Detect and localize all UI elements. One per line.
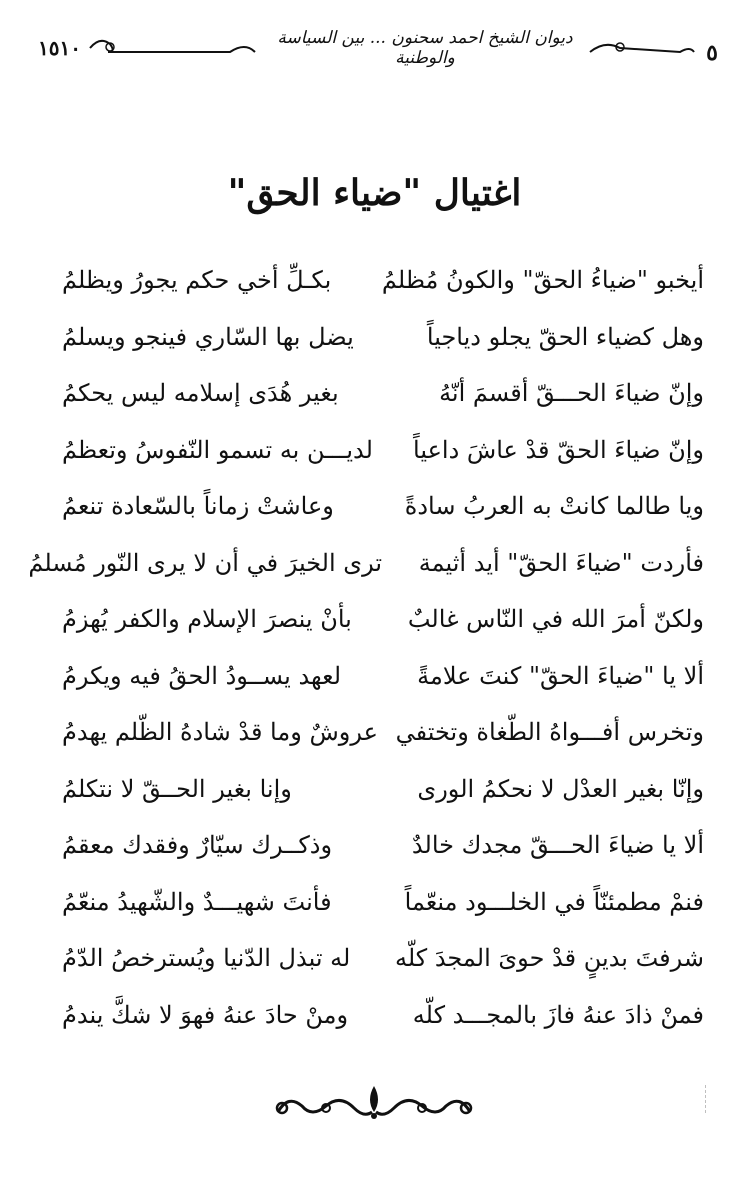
verse-second-hemistich: وإنا بغير الحــقّ لا نتكلمُ <box>62 774 292 803</box>
verse-second-hemistich: وعاشتْ زماناً بالسّعادة تنعمُ <box>62 492 334 520</box>
verse-line <box>0 825 749 882</box>
verse-first-hemistich: وإنّا بغير العدْل لا نحكمُ الورى <box>417 774 704 803</box>
verse-second-hemistich: ترى الخيرَ في أن لا يرى النّور مُسلمُ <box>28 548 382 577</box>
verse-first-hemistich: وإنّ ضياءَ الحقّ قدْ عاشَ داعياً <box>413 435 704 464</box>
verse-second-hemistich: بكـلِّ أخي حكم يجورُ ويظلمُ <box>62 266 332 294</box>
verse-line <box>0 769 749 826</box>
verse-line <box>0 317 749 374</box>
footer-ornament <box>268 1082 480 1132</box>
verse-line <box>0 260 749 317</box>
page-number: ١٥١٠ <box>38 36 81 60</box>
verse-line <box>0 486 749 543</box>
verse-first-hemistich: ألا يا "ضياءَ الحقّ" كنتَ علامةً <box>417 661 704 690</box>
verse-first-hemistich: فأردت "ضياءَ الحقّ" أيد أثيمة <box>418 548 704 577</box>
verse-line <box>0 543 749 600</box>
verse-line <box>0 712 749 769</box>
verse-first-hemistich: ولكنّ أمرَ الله في النّاس غالبٌ <box>407 605 704 633</box>
verse-second-hemistich: وذكــرك سيّارٌ وفقدك معقمُ <box>62 831 333 859</box>
verse-second-hemistich: لعهد يســودُ الحقُ فيه ويكرمُ <box>62 661 341 690</box>
verse-second-hemistich: عروشٌ وما قدْ شادهُ الظّلم يهدمُ <box>62 718 378 746</box>
poem-title: اغتيال "ضياء الحق" <box>227 172 522 214</box>
verse-first-hemistich: وتخرس أفـــواهُ الطّغاة وتختفي <box>395 718 704 746</box>
header-corner-mark: ٥ <box>706 40 718 66</box>
verse-second-hemistich: فأنتَ شهيـــدٌ والشّهيدُ منعّمُ <box>62 887 332 916</box>
scan-edge-mark <box>705 1085 708 1113</box>
verse-first-hemistich: ألا يا ضياءَ الحـــقّ مجدك خالدٌ <box>411 831 704 859</box>
verse-first-hemistich: ويا طالما كانتْ به العربُ سادةً <box>404 492 704 520</box>
verse-line <box>0 938 749 995</box>
verse-second-hemistich: يضل بها السّاري فينجو ويسلمُ <box>62 322 354 351</box>
verse-first-hemistich: فمنْ ذادَ عنهُ فازَ بالمجـــد كلّه <box>412 1000 704 1029</box>
verse-first-hemistich: أيخبو "ضياءُ الحقّ" والكونُ مُظلمُ <box>381 266 704 294</box>
verse-line <box>0 599 749 656</box>
verse-line <box>0 882 749 939</box>
verse-line <box>0 430 749 487</box>
verse-second-hemistich: بأنْ ينصرَ الإسلام والكفر يُهزمُ <box>62 605 352 633</box>
verse-first-hemistich: وإنّ ضياءَ الحـــقّ أقسمَ أنّهُ <box>439 379 704 407</box>
book-title: ديوان الشيخ احمد سحنون ... بين السياسة والوطنية <box>277 28 573 68</box>
verse-second-hemistich: ومنْ حادَ عنهُ فهوَ لا شكَّ يندمُ <box>62 1000 349 1029</box>
running-header <box>30 22 720 72</box>
verse-line <box>0 656 749 713</box>
verse-second-hemistich: له تبذل الدّنيا ويُسترخصُ الدّمُ <box>62 944 351 972</box>
verse-first-hemistich: شرفتَ بدينٍ قدْ حوىَ المجدَ كلّه <box>394 944 704 972</box>
poem-verses <box>0 260 749 1051</box>
verse-first-hemistich: فنمْ مطمئنّاً في الخلـــود منعّماً <box>404 887 704 916</box>
verse-line <box>0 373 749 430</box>
verse-line <box>0 995 749 1052</box>
verse-second-hemistich: بغير هُدَى إسلامه ليس يحكمُ <box>62 379 339 407</box>
verse-second-hemistich: لديـــن به تسمو النّفوسُ وتعظمُ <box>62 435 373 464</box>
verse-first-hemistich: وهل كضياء الحقّ يجلو دياجياً <box>426 322 704 351</box>
